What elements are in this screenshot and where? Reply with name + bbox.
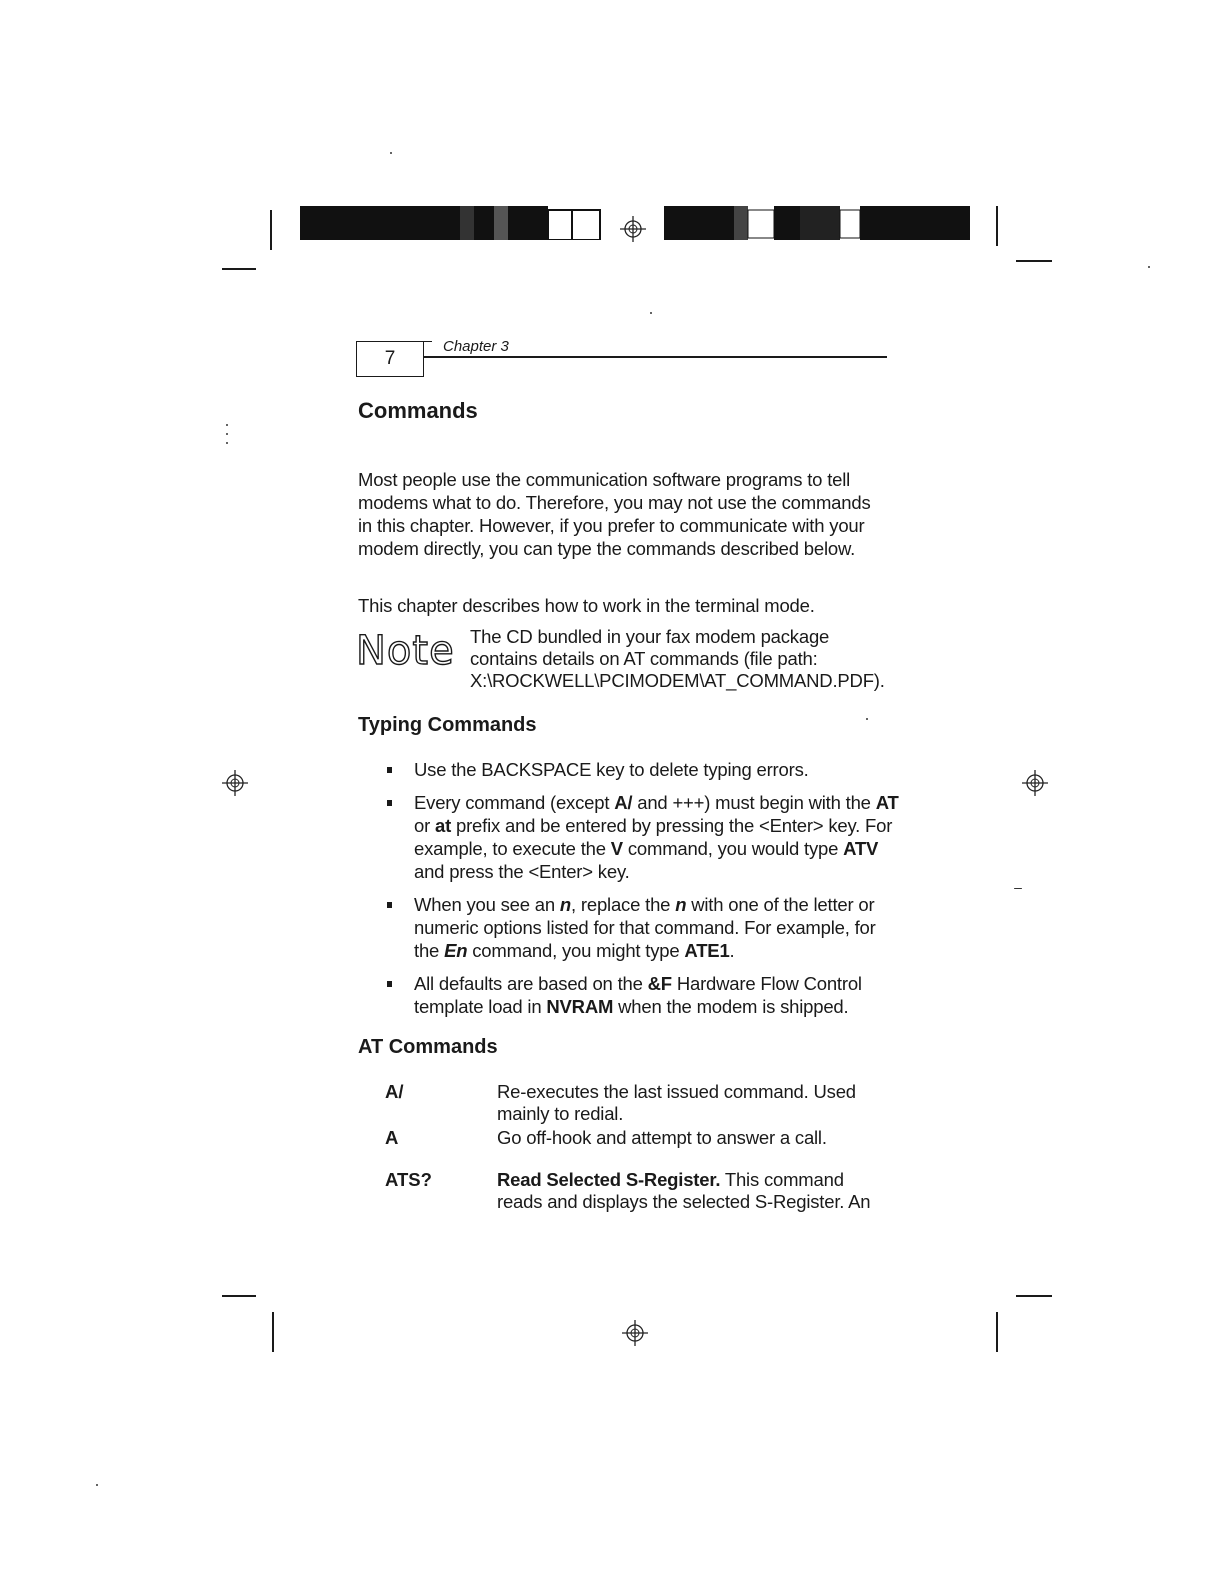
command-keyword: NVRAM	[546, 996, 614, 1017]
chapter-label: Chapter 3	[443, 338, 509, 355]
scan-speck	[226, 442, 228, 444]
note-line: X:\ROCKWELL\PCIMODEM\AT_COMMAND.PDF).	[470, 670, 885, 691]
crop-mark	[272, 1312, 274, 1352]
command-keyword: AT	[875, 792, 899, 813]
scan-speck	[96, 1484, 98, 1486]
bullet-text: When you see an	[414, 894, 560, 915]
command-keyword: V	[610, 838, 623, 859]
command-keyword: ATV	[843, 838, 879, 859]
printer-color-bar	[664, 206, 970, 240]
scan-speck	[1014, 888, 1022, 889]
command-key: A/	[385, 1081, 404, 1102]
command-keyword: &F	[647, 973, 672, 994]
page-number: 7	[356, 341, 424, 377]
command-keyword: at	[435, 815, 452, 836]
command-keyword: En	[444, 940, 468, 961]
scan-speck	[226, 433, 228, 435]
note-text	[470, 626, 900, 692]
bullet-text: when the modem is shipped.	[613, 996, 849, 1017]
crop-mark	[222, 268, 256, 270]
command-description: Go off-hook and attempt to answer a call.	[497, 1127, 827, 1148]
list-item	[384, 791, 904, 883]
bullet-text: command, you might type	[467, 940, 685, 961]
command-key: A	[385, 1127, 399, 1148]
typing-tips-list	[384, 758, 904, 1028]
list-item	[384, 893, 904, 962]
intro-paragraph: This chapter describes how to work in the terminal mode.	[358, 595, 815, 616]
command-key: ATS?	[385, 1169, 432, 1190]
registration-mark-icon	[1022, 770, 1048, 796]
command-title: Read Selected S-Register.	[497, 1169, 721, 1190]
crop-mark	[222, 1295, 256, 1297]
crop-mark	[270, 210, 272, 250]
chapter-rule	[424, 356, 887, 358]
bullet-text: and +++) must begin with the	[632, 792, 876, 813]
note-line: The CD bundled in your fax modem package	[470, 626, 830, 647]
note-label: Note	[356, 628, 455, 674]
bullet-text: , replace the	[571, 894, 676, 915]
section-heading: AT Commands	[358, 1036, 498, 1058]
scan-speck	[390, 152, 392, 154]
crop-mark	[1016, 260, 1052, 262]
crop-mark	[996, 206, 998, 246]
command-description-text: This command reads and displays the selected S-Register. An	[497, 1169, 871, 1212]
scan-speck	[866, 718, 868, 720]
registration-mark-icon	[622, 1320, 648, 1346]
list-item	[384, 972, 904, 1018]
command-description: Re-executes the last issued command. Used mainly to redial.	[497, 1081, 856, 1124]
bullet-text: with one of the letter or numeric options listed for that command. For example, for the	[414, 894, 876, 961]
bullet-text: Hardware Flow Control template load in	[414, 973, 862, 1017]
bullet-text: .	[729, 940, 735, 961]
bullet-text: Every command (except	[414, 792, 615, 813]
registration-mark-icon	[222, 770, 248, 796]
scan-speck	[226, 424, 228, 426]
bullet-text: command, you would type	[622, 838, 844, 859]
chapter-rule-tick	[424, 341, 432, 357]
crop-mark	[1016, 1295, 1052, 1297]
list-item	[384, 758, 904, 781]
bullet-text: and press the <Enter> key.	[414, 861, 630, 882]
section-heading: Typing Commands	[358, 714, 537, 736]
scan-speck	[1148, 266, 1150, 268]
bullet-text: All defaults are based on the	[414, 973, 648, 994]
printer-color-bar	[300, 206, 604, 240]
scan-speck	[650, 312, 652, 314]
registration-mark-icon	[620, 216, 646, 242]
bullet-text: or	[414, 815, 435, 836]
command-keyword: n	[675, 894, 687, 915]
command-keyword: ATE1	[684, 940, 730, 961]
command-keyword: A/	[614, 792, 633, 813]
page-title: Commands	[358, 398, 478, 423]
intro-paragraph: Most people use the communication software programs to tell modems what to do. Therefore, you may not use the commands in this chapter. However, if you prefer to communicate with your modem directly, you can type the commands described below.	[358, 469, 871, 559]
note-line: contains details on AT commands (file path:	[470, 648, 818, 669]
command-keyword: n	[559, 894, 572, 915]
bullet-text: prefix and be entered by pressing the <Enter> key. For example, to execute the	[414, 815, 893, 859]
command-description	[497, 1169, 882, 1213]
bullet-text: Use the BACKSPACE key to delete typing errors.	[414, 759, 809, 780]
crop-mark	[996, 1312, 998, 1352]
